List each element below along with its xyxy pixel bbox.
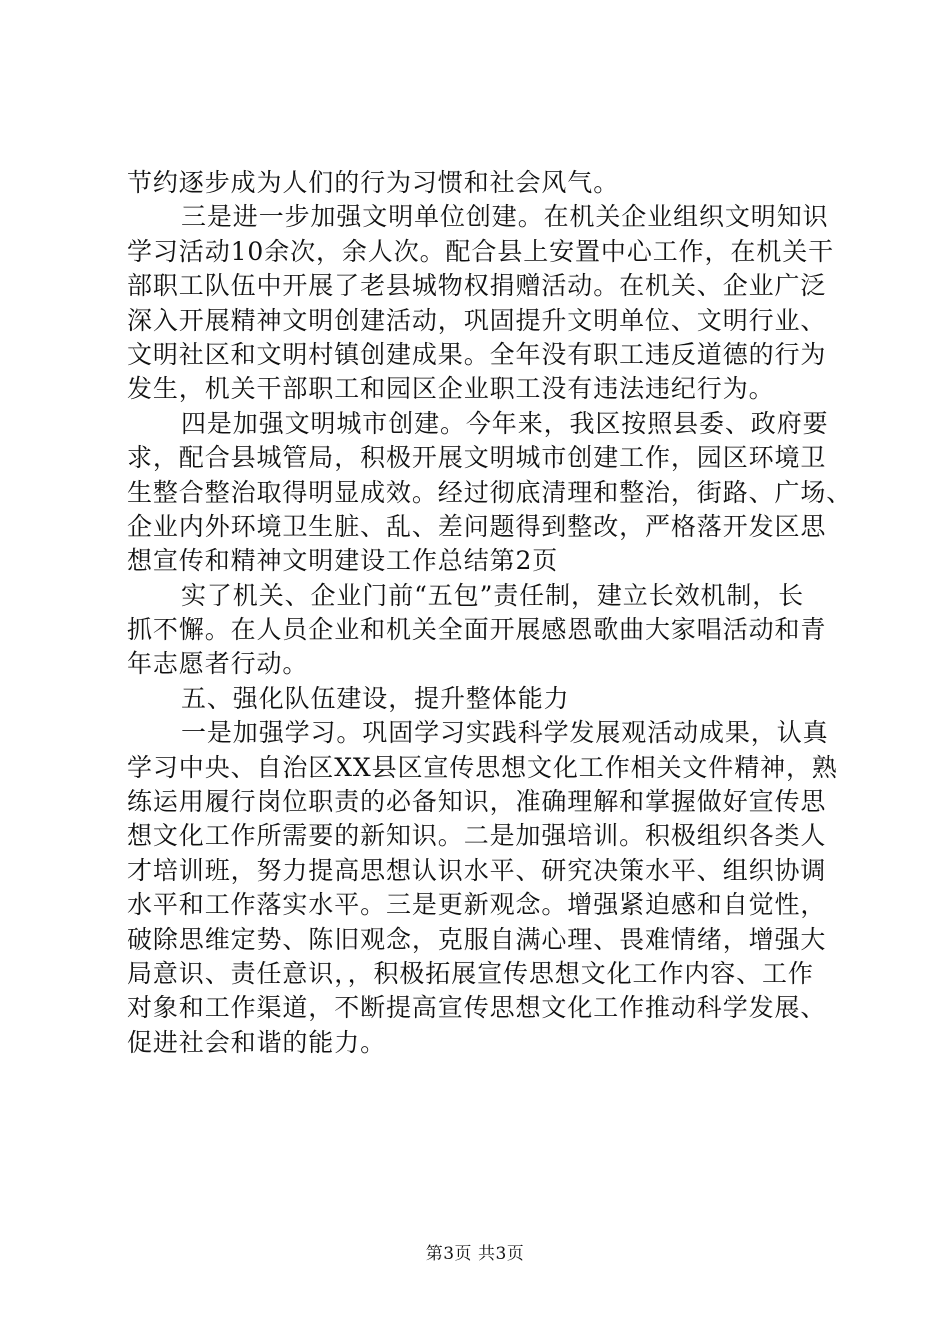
text-line: 局意识、责任意识，，积极拓展宣传思想文化工作内容、工作 <box>127 958 814 988</box>
text-line: 对象和工作渠道，不断提高宣传思想文化工作推动科学发展、 <box>127 993 827 1023</box>
text-line: 想文化工作所需要的新知识。二是加强培训。积极组织各类人 <box>127 821 827 851</box>
text-line: 想宣传和精神文明建设工作总结第2页 <box>127 546 559 576</box>
text-line: 四是加强文明城市创建。今年来，我区按照县委、政府要 <box>181 408 829 438</box>
text-line: 水平和工作落实水平。三是更新观念。增强紧迫感和自觉性， <box>127 890 827 920</box>
text-line: 促进社会和谐的能力。 <box>127 1027 387 1057</box>
text-line: 企业内外环境卫生脏、乱、差问题得到整改，严格落开发区思 <box>127 511 827 541</box>
text-line: 学习活动10余次，余人次。配合县上安置中心工作，在机关干 <box>127 236 835 266</box>
text-line: 文明社区和文明村镇创建成果。全年没有职工违反道德的行为 <box>127 339 827 369</box>
page-footer: 第3页 共3页 <box>425 1244 525 1264</box>
text-line: 年志愿者行动。 <box>127 649 309 679</box>
text-line: 学习中央、自治区XX县区宣传思想文化工作相关文件精神，熟 <box>127 752 838 782</box>
text-line: 节约逐步成为人们的行为习惯和社会风气。 <box>127 168 620 197</box>
text-line: 练运用履行岗位职责的必备知识，准确理解和掌握做好宣传思 <box>127 787 827 817</box>
text-line: 实了机关、企业门前“五包”责任制，建立长效机制，长 <box>181 580 805 610</box>
document-body <box>127 166 853 1060</box>
text-line: 才培训班，努力提高思想认识水平、研究决策水平、组织协调 <box>127 855 827 885</box>
text-line: 部职工队伍中开展了老县城物权捐赠活动。在机关、企业广泛 <box>127 271 827 301</box>
text-line: 五、强化队伍建设，提升整体能力 <box>181 683 570 713</box>
text-line: 一是加强学习。巩固学习实践科学发展观活动成果，认真 <box>181 718 829 748</box>
text-line: 破除思维定势、陈旧观念，克服自满心理、畏难情绪，增强大 <box>127 924 827 954</box>
text-line: 深入开展精神文明创建活动，巩固提升文明单位、文明行业、 <box>127 305 827 335</box>
text-line: 发生，机关干部职工和园区企业职工没有违法违纪行为。 <box>127 374 775 404</box>
text-line: 生整合整治取得明显成效。经过彻底清理和整治，街路、广场、 <box>127 477 853 507</box>
text-line: 三是进一步加强文明单位创建。在机关企业组织文明知识 <box>181 202 829 232</box>
text-line: 抓不懈。在人员企业和机关全面开展感恩歌曲大家唱活动和青 <box>127 615 827 645</box>
text-line: 求，配合县城管局，积极开展文明城市创建工作，园区环境卫 <box>127 443 827 473</box>
